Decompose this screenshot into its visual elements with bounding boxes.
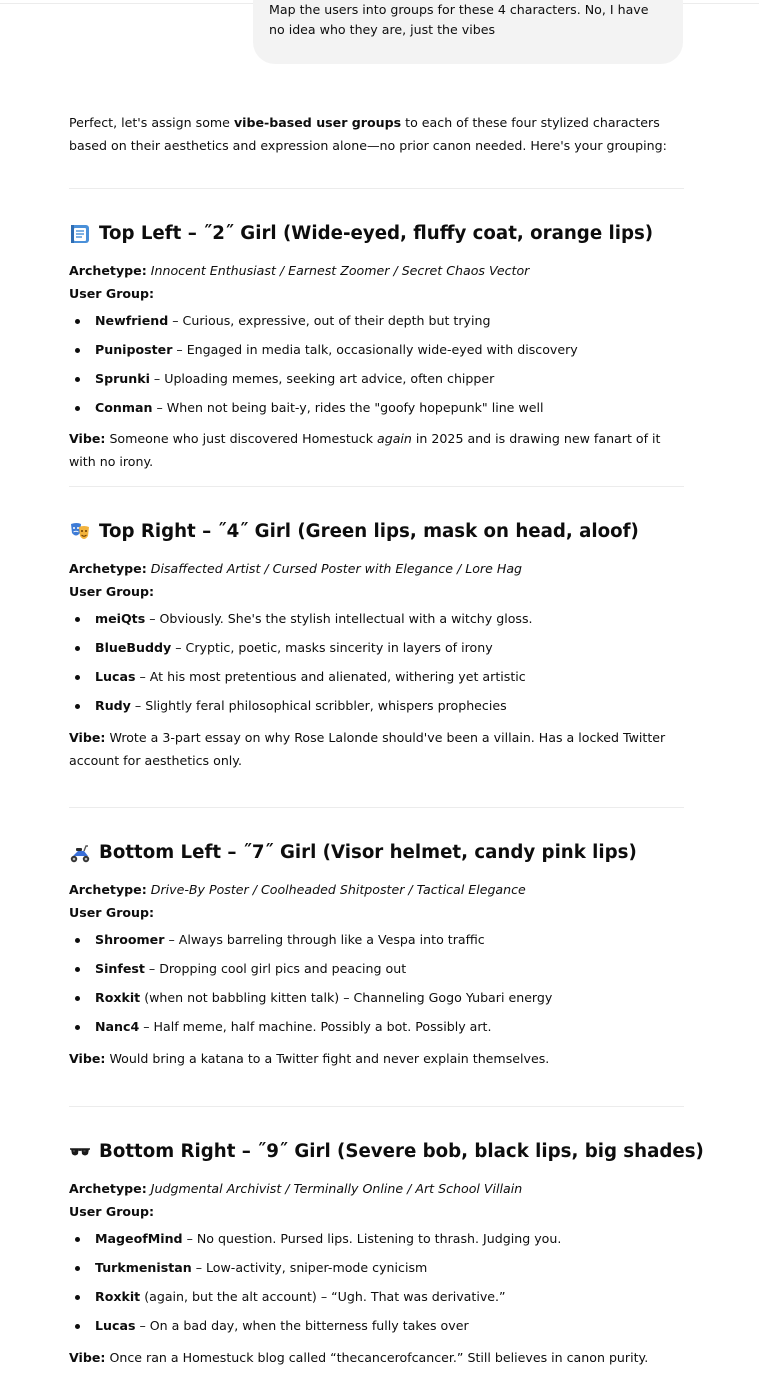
section-bottom-left: [69, 841, 685, 1070]
user-note: (when not babbling kitten talk): [140, 990, 340, 1005]
sunglasses-icon: [69, 1141, 91, 1163]
section-heading: [69, 1140, 704, 1164]
user-name: Newfriend: [95, 313, 169, 328]
user-group-label-text: User Group:: [69, 904, 155, 920]
vibe-line: [69, 726, 685, 772]
user-desc: – Low-activity, sniper-mode cynicism: [191, 1260, 428, 1275]
section-top-right: [69, 520, 685, 772]
user-list: [69, 1229, 685, 1345]
user-desc: – “Ugh. That was derivative.”: [316, 1289, 506, 1304]
vibe-label: Vibe:: [69, 1350, 106, 1365]
list-item: [69, 1258, 685, 1287]
scooter-icon: [69, 842, 91, 864]
list-item: [69, 398, 685, 427]
archetype-line: [69, 879, 685, 902]
vibe-line: [69, 1346, 685, 1369]
section-divider: [69, 486, 684, 487]
user-desc: – Always barreling through like a Vespa into traffic: [164, 932, 485, 947]
vibe-emphasis: again: [377, 431, 412, 446]
archetype-value: Drive-By Poster / Coolheaded Shitposter / Tactical Elegance: [150, 882, 526, 897]
list-item: [69, 369, 685, 398]
list-item: [69, 638, 685, 667]
user-group-label: [69, 902, 685, 925]
section-title: Top Left – ˝2˝ Girl (Wide-eyed, fluffy coat, orange lips): [99, 223, 654, 244]
user-group-label-text: User Group:: [69, 285, 155, 301]
user-desc: – Curious, expressive, out of their depth but trying: [168, 313, 491, 328]
user-desc: – Obviously. She's the stylish intellectual with a witchy gloss.: [145, 611, 533, 626]
section-divider: [69, 1106, 684, 1107]
user-message-text: Map the users into groups for these 4 characters. No, I have no idea who they are, just the vibes: [269, 2, 649, 37]
user-desc: – When not being bait-y, rides the "goofy hopepunk" line well: [152, 400, 544, 415]
section-top-left: [69, 222, 685, 473]
user-list: [69, 930, 685, 1046]
list-item: [69, 609, 685, 638]
user-name: Lucas: [95, 1318, 136, 1333]
archetype-label: Archetype:: [69, 561, 147, 576]
archetype-value: Disaffected Artist / Cursed Poster with Elegance / Lore Hag: [150, 561, 523, 576]
user-desc: – Dropping cool girl pics and peacing out: [144, 961, 407, 976]
list-item: [69, 311, 685, 340]
assistant-intro: [69, 111, 685, 157]
user-message-bubble: [253, 0, 683, 64]
list-item: [69, 1316, 685, 1345]
archetype-label: Archetype:: [69, 1181, 147, 1196]
archetype-line: [69, 558, 685, 581]
user-group-label: [69, 581, 685, 604]
user-desc: – On a bad day, when the bitterness fully takes over: [135, 1318, 469, 1333]
user-name: BlueBuddy: [95, 640, 172, 655]
archetype-value: Innocent Enthusiast / Earnest Zoomer / Secret Chaos Vector: [150, 263, 530, 278]
section-divider: [69, 807, 684, 808]
user-desc: – Uploading memes, seeking art advice, often chipper: [149, 371, 495, 386]
archetype-label: Archetype:: [69, 263, 147, 278]
user-name: Sinfest: [95, 961, 145, 976]
user-group-label-text: User Group:: [69, 583, 155, 599]
vibe-label: Vibe:: [69, 1051, 106, 1066]
list-item: [69, 340, 685, 369]
section-title: Top Right – ˝4˝ Girl (Green lips, mask on head, aloof): [99, 521, 639, 542]
user-desc: – Slightly feral philosophical scribbler, whispers prophecies: [130, 698, 507, 713]
user-desc: – Channeling Gogo Yubari energy: [339, 990, 553, 1005]
vibe-line: [69, 1047, 685, 1070]
calendar-icon: [69, 223, 91, 245]
list-item: [69, 667, 685, 696]
list-item: [69, 696, 685, 725]
list-item: [69, 988, 685, 1017]
user-name: Puniposter: [95, 342, 173, 357]
user-name: Turkmenistan: [95, 1260, 192, 1275]
list-item: [69, 930, 685, 959]
list-item: [69, 959, 685, 988]
vibe-text: Once ran a Homestuck blog called “thecancerofcancer.” Still believes in canon purity.: [105, 1350, 649, 1365]
intro-bold: vibe-based user groups: [233, 115, 402, 130]
user-name: Sprunki: [95, 371, 150, 386]
section-heading: [69, 841, 685, 865]
user-name: MageofMind: [95, 1231, 183, 1246]
list-item: [69, 1287, 685, 1316]
intro-text-end: to each of these four stylized characters based on their aesthetics and expression alone—no prior canon needed. Here's your grouping:: [69, 115, 667, 153]
user-desc: – Engaged in media talk, occasionally wide-eyed with discovery: [172, 342, 578, 357]
user-desc: – No question. Pursed lips. Listening to thrash. Judging you.: [182, 1231, 562, 1246]
user-name: Conman: [95, 400, 153, 415]
section-heading: [69, 520, 685, 544]
user-group-label-text: User Group:: [69, 1203, 155, 1219]
vibe-text: Someone who just discovered Homestuck: [105, 431, 377, 446]
archetype-line: [69, 1178, 685, 1201]
section-title: Bottom Left – ˝7˝ Girl (Visor helmet, candy pink lips): [99, 842, 637, 863]
user-group-label: [69, 1201, 685, 1224]
archetype-value: Judgmental Archivist / Terminally Online / Art School Villain: [150, 1181, 523, 1196]
list-item: [69, 1017, 685, 1046]
vibe-label: Vibe:: [69, 431, 106, 446]
user-name: Rudy: [95, 698, 131, 713]
section-title: Bottom Right – ˝9˝ Girl (Severe bob, black lips, big shades): [99, 1141, 704, 1162]
user-name: Roxkit: [95, 990, 141, 1005]
vibe-label: Vibe:: [69, 730, 106, 745]
vibe-text-end: in 2025 and is drawing new fanart of it with no irony.: [69, 431, 661, 469]
vibe-line: [69, 427, 685, 473]
user-note: (again, but the alt account): [140, 1289, 317, 1304]
user-desc: – At his most pretentious and alienated, withering yet artistic: [135, 669, 526, 684]
list-item: [69, 1229, 685, 1258]
user-name: Lucas: [95, 669, 136, 684]
intro-text: Perfect, let's assign some: [69, 115, 234, 130]
user-name: Roxkit: [95, 1289, 141, 1304]
user-desc: – Cryptic, poetic, masks sincerity in layers of irony: [171, 640, 493, 655]
vibe-text: Wrote a 3-part essay on why Rose Lalonde should've been a villain. Has a locked Twitter account for aesthetics only.: [69, 730, 666, 768]
section-bottom-right: [69, 1140, 704, 1369]
archetype-line: [69, 260, 685, 283]
user-name: Shroomer: [95, 932, 165, 947]
archetype-label: Archetype:: [69, 882, 147, 897]
vibe-text: Would bring a katana to a Twitter fight and never explain themselves.: [105, 1051, 550, 1066]
user-list: [69, 311, 685, 427]
section-divider: [69, 188, 684, 189]
theater-masks-icon: [69, 521, 91, 543]
user-name: meiQts: [95, 611, 146, 626]
user-name: Nanc4: [95, 1019, 140, 1034]
user-list: [69, 609, 685, 725]
user-desc: – Half meme, half machine. Possibly a bot. Possibly art.: [139, 1019, 492, 1034]
user-group-label: [69, 283, 685, 306]
section-heading: [69, 222, 685, 246]
